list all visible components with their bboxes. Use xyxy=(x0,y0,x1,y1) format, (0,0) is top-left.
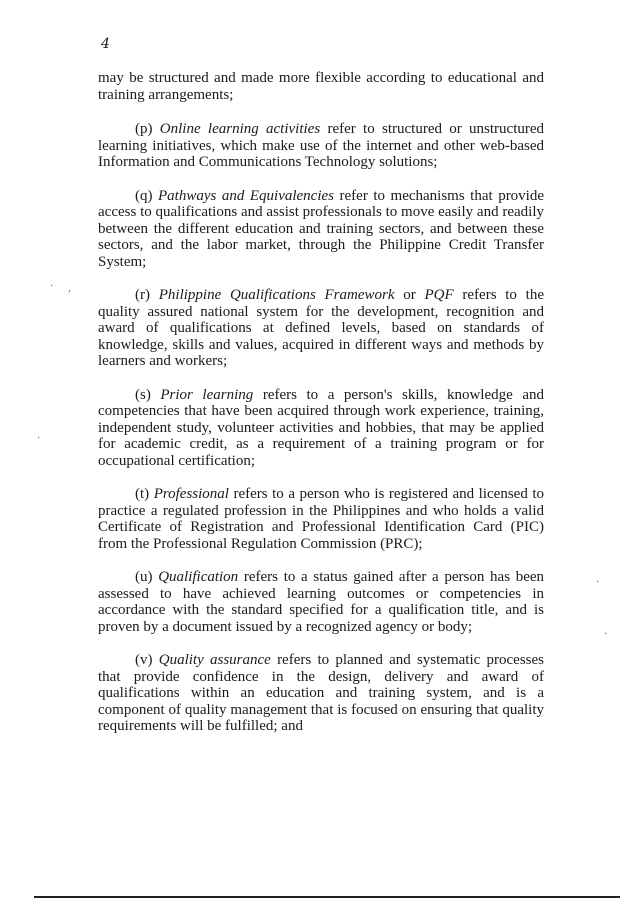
definition-v xyxy=(98,652,544,735)
definition-term: Prior learning xyxy=(160,386,254,403)
intro-paragraph: may be structured and made more flexible according to educational and training arrangements; xyxy=(98,70,544,103)
definition-label: (p) xyxy=(135,121,153,137)
definition-text: refers to a person who is registered and licensed to practice a regulated profession in the Philippines and who holds a valid Certificate of Registration and Professional Identification Card (PIC) from the Professional Regulation Commission (PRC); xyxy=(98,486,544,552)
scan-speck: · xyxy=(50,281,54,292)
definition-label: (u) xyxy=(135,569,153,585)
definition-term: Pathways and Equivalencies xyxy=(158,187,335,204)
definition-text: refer to mechanisms that provide access to qualifications and assist professionals to move easily and readily between the different education and training sectors, and between these sectors, and the labor market, through the Philippine Credit Transfer System; xyxy=(98,187,545,270)
document-body xyxy=(98,70,544,735)
definition-text: refers to the quality assured national system for the development, recognition and award of qualifications at defined levels, based on standards of knowledge, skills and values, acquired in different ways and methods by learners and workers; xyxy=(98,287,544,369)
definition-t xyxy=(98,486,544,552)
footer-rule xyxy=(34,896,620,898)
scan-speck: · xyxy=(596,577,600,588)
definition-text: refers to a status gained after a person has been assessed to have achieved learning outcomes or competencies in accordance with the standard specified for a qualification title, and is proven by a document issued by a recognized agency or body; xyxy=(98,569,545,635)
definition-text: refer to structured or unstructured learning initiatives, which make use of the internet and other web-based Information and Communications Technology solutions; xyxy=(98,121,545,170)
definition-label: (s) xyxy=(135,386,151,403)
definition-text: refers to a person's skills, knowledge and competencies that have been acquired through work experience, training, independent study, volunteer activities and hobbies, that may be applied for academic credit, as a requirement of a training program or for occupational certification; xyxy=(98,386,544,469)
definition-u xyxy=(98,569,544,635)
definition-r xyxy=(98,287,544,370)
scan-speck: , xyxy=(68,283,72,294)
scan-speck: · xyxy=(37,433,41,444)
definition-label: (r) xyxy=(135,287,150,303)
definition-label: (t) xyxy=(135,486,150,502)
definition-term: Professional xyxy=(153,486,229,502)
definition-label: (q) xyxy=(135,187,153,204)
definition-p xyxy=(98,121,544,171)
definition-q xyxy=(98,188,544,271)
definition-text: refers to planned and systematic processes that provide confidence in the design, delivery and award of qualifications within an education and training system, and is a component of quality management that is focused on ensuring that quality requirements will be fulfilled; and xyxy=(98,652,545,734)
page-number: 4 xyxy=(101,36,110,52)
definition-term: Philippine Qualifications Framework xyxy=(158,287,395,303)
definition-s xyxy=(98,387,544,470)
definition-term: Quality assurance xyxy=(158,652,271,668)
definition-term-abbreviation: PQF xyxy=(424,287,454,303)
definition-connector: or xyxy=(403,287,416,303)
scan-speck: · xyxy=(604,629,608,640)
definition-term: Online learning activities xyxy=(159,121,321,137)
definition-term: Qualification xyxy=(158,569,239,585)
definition-label: (v) xyxy=(135,652,153,668)
